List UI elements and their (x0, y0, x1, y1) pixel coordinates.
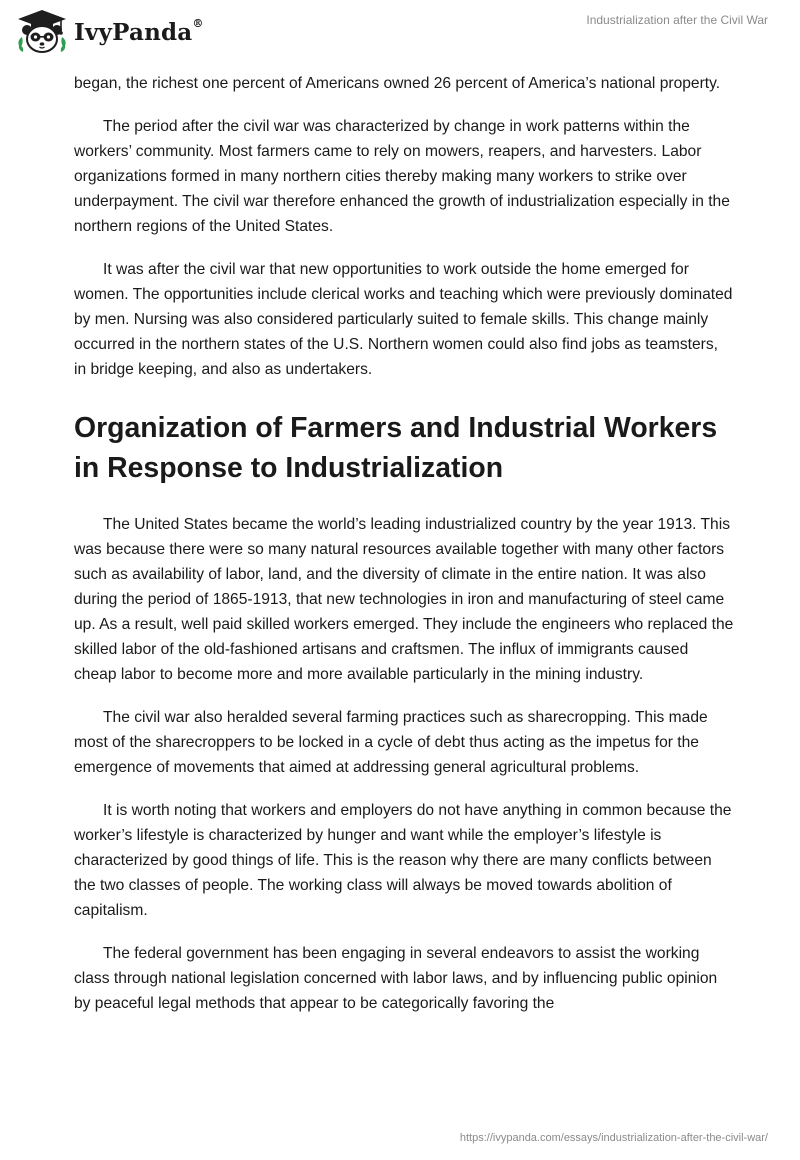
paragraph: It is worth noting that workers and employers do not have anything in common because the worker’s lifestyle is characterized by hunger and want while the employer’s lifestyle is characterized by good things of life. This is the reason why there are many conflicts between the two classes of people. The working class will always be moved towards abolition of capitalism. (74, 802, 732, 919)
paragraph: It was after the civil war that new opportunities to work outside the home emerged for women. The opportunities include clerical works and teaching which were previously dominated by men. Nursing was also considered particularly suited to female skills. This change mainly occurred in the northern states of the U.S. Northern women could also find jobs as teamsters, in bridge keeping, and also as undertakers. (74, 261, 733, 378)
paragraph: The civil war also heralded several farming practices such as sharecropping. This made most of the sharecroppers to be locked in a cycle of debt thus acting as the impetus for the emergence of movements that aimed at addressing general agricultural problems. (74, 709, 708, 776)
brand-logo[interactable] (14, 8, 204, 54)
essay-body (74, 71, 734, 1034)
paragraph: The period after the civil war was characterized by change in work patterns within the workers’ community. Most farmers came to rely on mowers, reapers, and harvesters. Labor organizations formed in many northern cities thereby making many workers to strike over underpayment. The civil war therefore enhanced the growth of industrialization especially in the northern regions of the United States. (74, 118, 730, 235)
section-heading: Organization of Farmers and Industrial Workers in Response to Industrialization (74, 412, 718, 484)
paragraph: The federal government has been engaging in several endeavors to assist the working class through national legislation concerned with labor laws, and by influencing public opinion by peaceful legal methods that appear to be categorically favoring the (74, 945, 718, 1012)
document-title: Industrialization after the Civil War (586, 13, 768, 27)
registered-mark: ® (192, 16, 204, 30)
source-url[interactable]: https://ivypanda.com/essays/industrialization-after-the-civil-war/ (459, 1132, 768, 1144)
paragraph: began, the richest one percent of Americans owned 26 percent of America’s national property. (74, 75, 721, 92)
panda-graduate-icon (14, 8, 70, 54)
page-header (0, 0, 800, 60)
paragraph: The United States became the world’s leading industrialized country by the year 1913. This was because there were so many natural resources available together with many other factors such as availability of labor, land, and the diversity of climate in the entire nation. It was also during the period of 1865-1913, that new technologies in iron and manufacturing of steel came up. As a result, well paid skilled workers emerged. They include the engineers who replaced the skilled labor of the old-fashioned artisans and craftsmen. The influx of immigrants caused cheap labor to become more and more available particularly in the mining industry. (74, 516, 734, 683)
brand-name: IvyPanda® (74, 16, 204, 46)
